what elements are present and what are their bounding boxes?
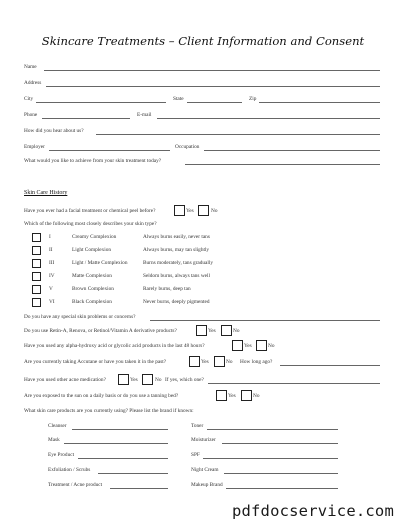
facial-yes-checkbox[interactable] xyxy=(174,205,185,216)
accutane-no-label: No xyxy=(226,359,233,365)
question-products: What skin care products are you currently using? Please list the brand if known: xyxy=(24,408,194,414)
question-facial: Have you ever had a facial treatment or chemical peel before? xyxy=(24,208,156,214)
skin-type-5-roman: V xyxy=(49,286,53,292)
skin-type-4-roman: IV xyxy=(49,273,55,279)
achieve-label: What would you like to achieve from your skin treatment today? xyxy=(24,158,162,164)
retin-a-no-checkbox[interactable] xyxy=(221,325,232,336)
aha-yes-label: Yes xyxy=(244,343,252,349)
achieve-field[interactable] xyxy=(185,164,380,165)
question-accutane: Are you currently taking Accutane or have you taken it in the past? xyxy=(24,359,167,365)
city-field[interactable] xyxy=(36,102,166,103)
sun-yes-checkbox[interactable] xyxy=(216,390,227,401)
zip-label: Zip xyxy=(249,96,257,102)
skin-type-5-description: Rarely burns, deep tan xyxy=(143,286,191,292)
accutane-no-checkbox[interactable] xyxy=(214,356,225,367)
address-label: Address xyxy=(24,80,42,86)
skin-type-4-description: Seldom burns, always tans well xyxy=(143,273,210,279)
how-long-label: How long ago? xyxy=(240,359,273,365)
skin-type-6-roman: VI xyxy=(49,299,55,305)
question-sun-exposure: Are you exposed to the sun on a daily basis or do you use a tanning bed? xyxy=(24,393,179,399)
acne-yes-checkbox[interactable] xyxy=(118,374,129,385)
if-yes-label: If yes, which one? xyxy=(165,377,204,383)
state-field[interactable] xyxy=(187,102,242,103)
product-label-night-cream: Night Cream xyxy=(191,467,219,473)
acne-no-label: No xyxy=(155,377,162,383)
facial-yes-label: Yes xyxy=(186,208,194,214)
skin-type-2-complexion: Light Complexion xyxy=(72,247,111,253)
skin-type-3-checkbox[interactable] xyxy=(32,259,41,268)
skin-type-4-complexion: Matte Complexion xyxy=(72,273,112,279)
acne-yes-label: Yes xyxy=(130,377,138,383)
name-label: Name xyxy=(24,64,37,70)
moisturizer-field[interactable] xyxy=(222,443,338,444)
skin-type-1-complexion: Creamy Complexion xyxy=(72,234,117,240)
phone-label: Phone xyxy=(24,112,38,118)
skin-type-6-complexion: Black Complexion xyxy=(72,299,112,305)
skin-type-2-checkbox[interactable] xyxy=(32,246,41,255)
aha-no-checkbox[interactable] xyxy=(256,340,267,351)
spf-field[interactable] xyxy=(203,458,338,459)
hear-about-field[interactable] xyxy=(96,134,380,135)
city-label: City xyxy=(24,96,34,102)
exfoliation-field[interactable] xyxy=(98,473,168,474)
email-field[interactable] xyxy=(157,118,380,119)
product-label-eye-product: Eye Product xyxy=(48,452,75,458)
product-label-toner: Toner xyxy=(191,423,204,429)
name-field[interactable] xyxy=(44,70,380,71)
product-label-moisturizer: Moisturizer xyxy=(191,437,216,443)
skin-type-5-checkbox[interactable] xyxy=(32,285,41,294)
skin-type-4-checkbox[interactable] xyxy=(32,272,41,281)
skin-type-5-complexion: Brown Complexion xyxy=(72,286,114,292)
acne-no-checkbox[interactable] xyxy=(142,374,153,385)
skin-type-1-description: Always burns easily, never tans xyxy=(143,234,210,240)
how-long-field[interactable] xyxy=(280,365,380,366)
skin-type-2-roman: II xyxy=(49,247,53,253)
facial-no-checkbox[interactable] xyxy=(198,205,209,216)
accutane-yes-label: Yes xyxy=(201,359,209,365)
question-alpha-hydroxy: Have you used any alpha-hydroxy acid or glycolic acid products in the last 48 hours? xyxy=(24,343,205,349)
aha-no-label: No xyxy=(268,343,275,349)
product-label-makeup-brand: Makeup Brand xyxy=(191,482,223,488)
employer-label: Employer xyxy=(24,144,45,150)
skin-type-1-roman: I xyxy=(49,234,51,240)
question-special-problems: Do you have any special skin problems or concerns? xyxy=(24,314,136,320)
night-cream-field[interactable] xyxy=(224,473,338,474)
eye-product-field[interactable] xyxy=(78,458,168,459)
skin-type-1-checkbox[interactable] xyxy=(32,233,41,242)
product-label-exfoliation: Exfoliation / Scrubs xyxy=(48,467,91,473)
question-acne-medication: Have you used other acne medication? xyxy=(24,377,106,383)
accutane-yes-checkbox[interactable] xyxy=(189,356,200,367)
special-problems-field[interactable] xyxy=(150,320,380,321)
cleanser-field[interactable] xyxy=(72,429,168,430)
product-label-treatment-acne: Treatment / Acne product xyxy=(48,482,103,488)
product-label-cleanser: Cleanser xyxy=(48,423,67,429)
phone-field[interactable] xyxy=(42,118,130,119)
retin-a-yes-label: Yes xyxy=(208,328,216,334)
skin-type-3-roman: III xyxy=(49,260,55,266)
mask-field[interactable] xyxy=(64,443,168,444)
facial-no-label: No xyxy=(211,208,218,214)
treatment-acne-field[interactable] xyxy=(110,488,168,489)
question-retin-a: Do you use Retin-A, Renova, or Retinol/Vitamin A derivative products? xyxy=(24,328,177,334)
skin-type-6-description: Never burns, deeply pigmented xyxy=(143,299,210,305)
toner-field[interactable] xyxy=(207,429,338,430)
skin-type-3-description: Burns moderately, tans gradually xyxy=(143,260,213,266)
sun-no-label: No xyxy=(253,393,260,399)
hear-about-label: How did you hear about us? xyxy=(24,128,84,134)
retin-a-no-label: No xyxy=(233,328,240,334)
email-label: E-mail xyxy=(137,112,152,118)
skin-type-6-checkbox[interactable] xyxy=(32,298,41,307)
state-label: State xyxy=(173,96,184,102)
acne-medication-field[interactable] xyxy=(208,383,380,384)
sun-yes-label: Yes xyxy=(228,393,236,399)
form-title: Skincare Treatments – Client Information and Consent xyxy=(41,34,365,48)
watermark: pdfdocservice.com xyxy=(231,502,394,520)
product-label-spf: SPF xyxy=(191,452,200,458)
address-field[interactable] xyxy=(46,86,380,87)
aha-yes-checkbox[interactable] xyxy=(232,340,243,351)
sun-no-checkbox[interactable] xyxy=(241,390,252,401)
skin-type-3-complexion: Light / Matte Complexion xyxy=(72,260,128,266)
retin-a-yes-checkbox[interactable] xyxy=(196,325,207,336)
skin-type-2-description: Always burns, may tan slightly xyxy=(143,247,210,253)
occupation-field[interactable] xyxy=(204,150,380,151)
occupation-label: Occupation xyxy=(175,144,200,150)
section-heading-skin-care-history: Skin Care History xyxy=(24,190,68,196)
zip-field[interactable] xyxy=(259,102,380,103)
question-skin-type: Which of the following most closely describes your skin type? xyxy=(24,221,157,227)
employer-field[interactable] xyxy=(49,150,170,151)
product-label-mask: Mask xyxy=(48,437,60,443)
makeup-brand-field[interactable] xyxy=(226,488,338,489)
